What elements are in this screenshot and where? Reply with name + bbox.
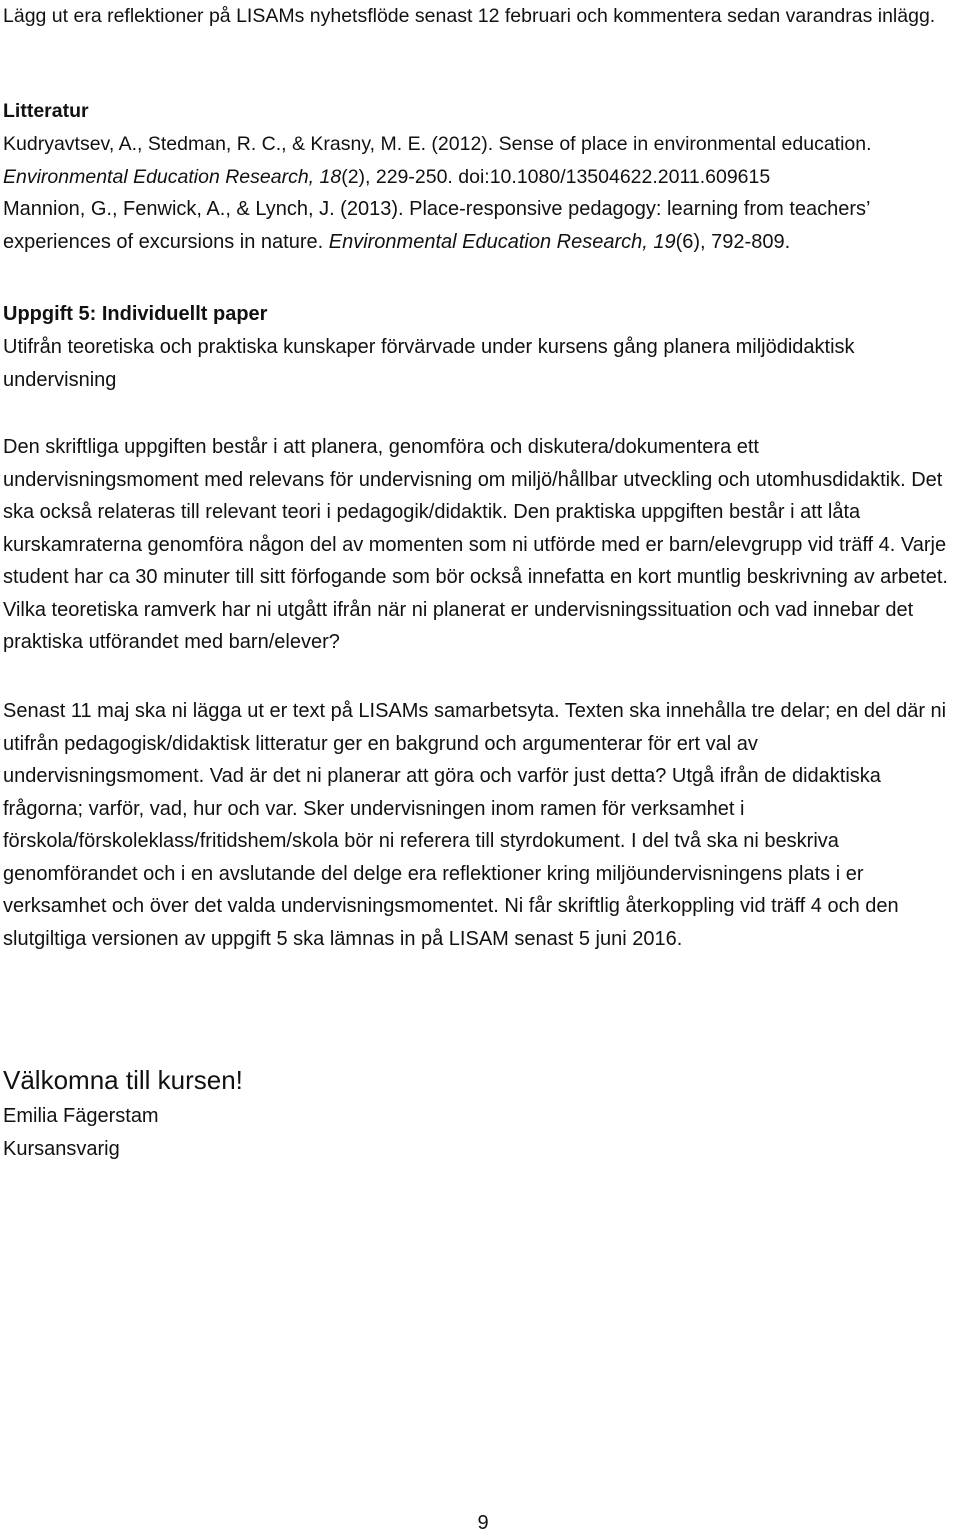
reference-mannion bbox=[3, 193, 953, 258]
reference-mannion-journal: Environmental Education Research, 19 bbox=[328, 230, 676, 253]
reference-kudryavtsev-authors: Kudryavtsev, A., Stedman, R. C., & Krasny, M. E. (2012). Sense of place in environmental education. bbox=[3, 133, 872, 155]
assignment-paragraph-2: Senast 11 maj ska ni lägga ut er text på LISAMs samarbetsyta. Texten ska innehålla tre delar; en del där ni utifrån pedagogisk/didaktisk litteratur ger en bakgrund och argumenterar för ert val av undervisningsmoment. Vad är det ni planerar att göra och varför just detta? Utgå ifrån de didaktiska frågorna; varför, vad, hur och var. Sker undervisningen inom ramen för verksamhet i förskola/förskoleklass/fritidshem/skola bör ni referera till styrdokument. I del två ska ni beskriva genomförandet och i en avslutande del delge era reflektioner kring miljöundervisningens plats i er verksamhet och över det valda undervisningsmomentet. Ni får skriftlig återkoppling vid träff 4 och den slutgiltiga versionen av uppgift 5 ska lämnas in på LISAM senast 5 juni 2016. bbox=[3, 700, 947, 950]
assignment-subtitle: Utifrån teoretiska och praktiska kunskaper förvärvade under kursens gång planera miljödidaktisk undervisning bbox=[3, 336, 855, 391]
welcome-heading: Välkomna till kursen! bbox=[3, 1065, 243, 1095]
signature-role: Kursansvarig bbox=[3, 1138, 120, 1160]
page-number: 9 bbox=[477, 1512, 489, 1534]
assignment-heading: Uppgift 5: Individuellt paper bbox=[3, 303, 268, 325]
reference-mannion-tail: (6), 792-809. bbox=[675, 230, 791, 253]
reference-kudryavtsev bbox=[3, 128, 953, 193]
assignment-paragraph-1: Den skriftliga uppgiften består i att planera, genomföra och diskutera/dokumentera ett undervisningsmoment med relevans för undervisning om miljö/hållbar utveckling och utomhusdidaktik. Det ska också relateras till relevant teori i pedagogik/didaktik. Den praktiska uppgiften består i att låta kurskamraterna genomföra någon del av momenten som ni utförde med er barn/elevgrupp vid träff 4. Varje student har ca 30 minuter till sitt förfogande som bör också innefatta en kort muntlig beskrivning av arbetet. Vilka teoretiska ramverk har ni utgått ifrån när ni planerat er undervisningssituation och vad innebar det praktiska utförandet med barn/elever? bbox=[3, 436, 948, 653]
signature-name: Emilia Fägerstam bbox=[3, 1105, 159, 1127]
literature-heading: Litteratur bbox=[3, 100, 89, 122]
reference-kudryavtsev-journal: Environmental Education Research, 18 bbox=[3, 165, 342, 188]
reference-kudryavtsev-tail: (2), 229-250. doi:10.1080/13504622.2011.609615 bbox=[341, 165, 771, 188]
reference-mannion-authors: Mannion, G., Fenwick, A., & Lynch, J. (2013). Place-responsive pedagogy: learning from teachers’ experiences of excursions in nature. bbox=[3, 198, 870, 253]
intro-text: Lägg ut era reflektioner på LISAMs nyhetsflöde senast 12 februari och kommentera sedan varandras inlägg. bbox=[3, 5, 936, 27]
